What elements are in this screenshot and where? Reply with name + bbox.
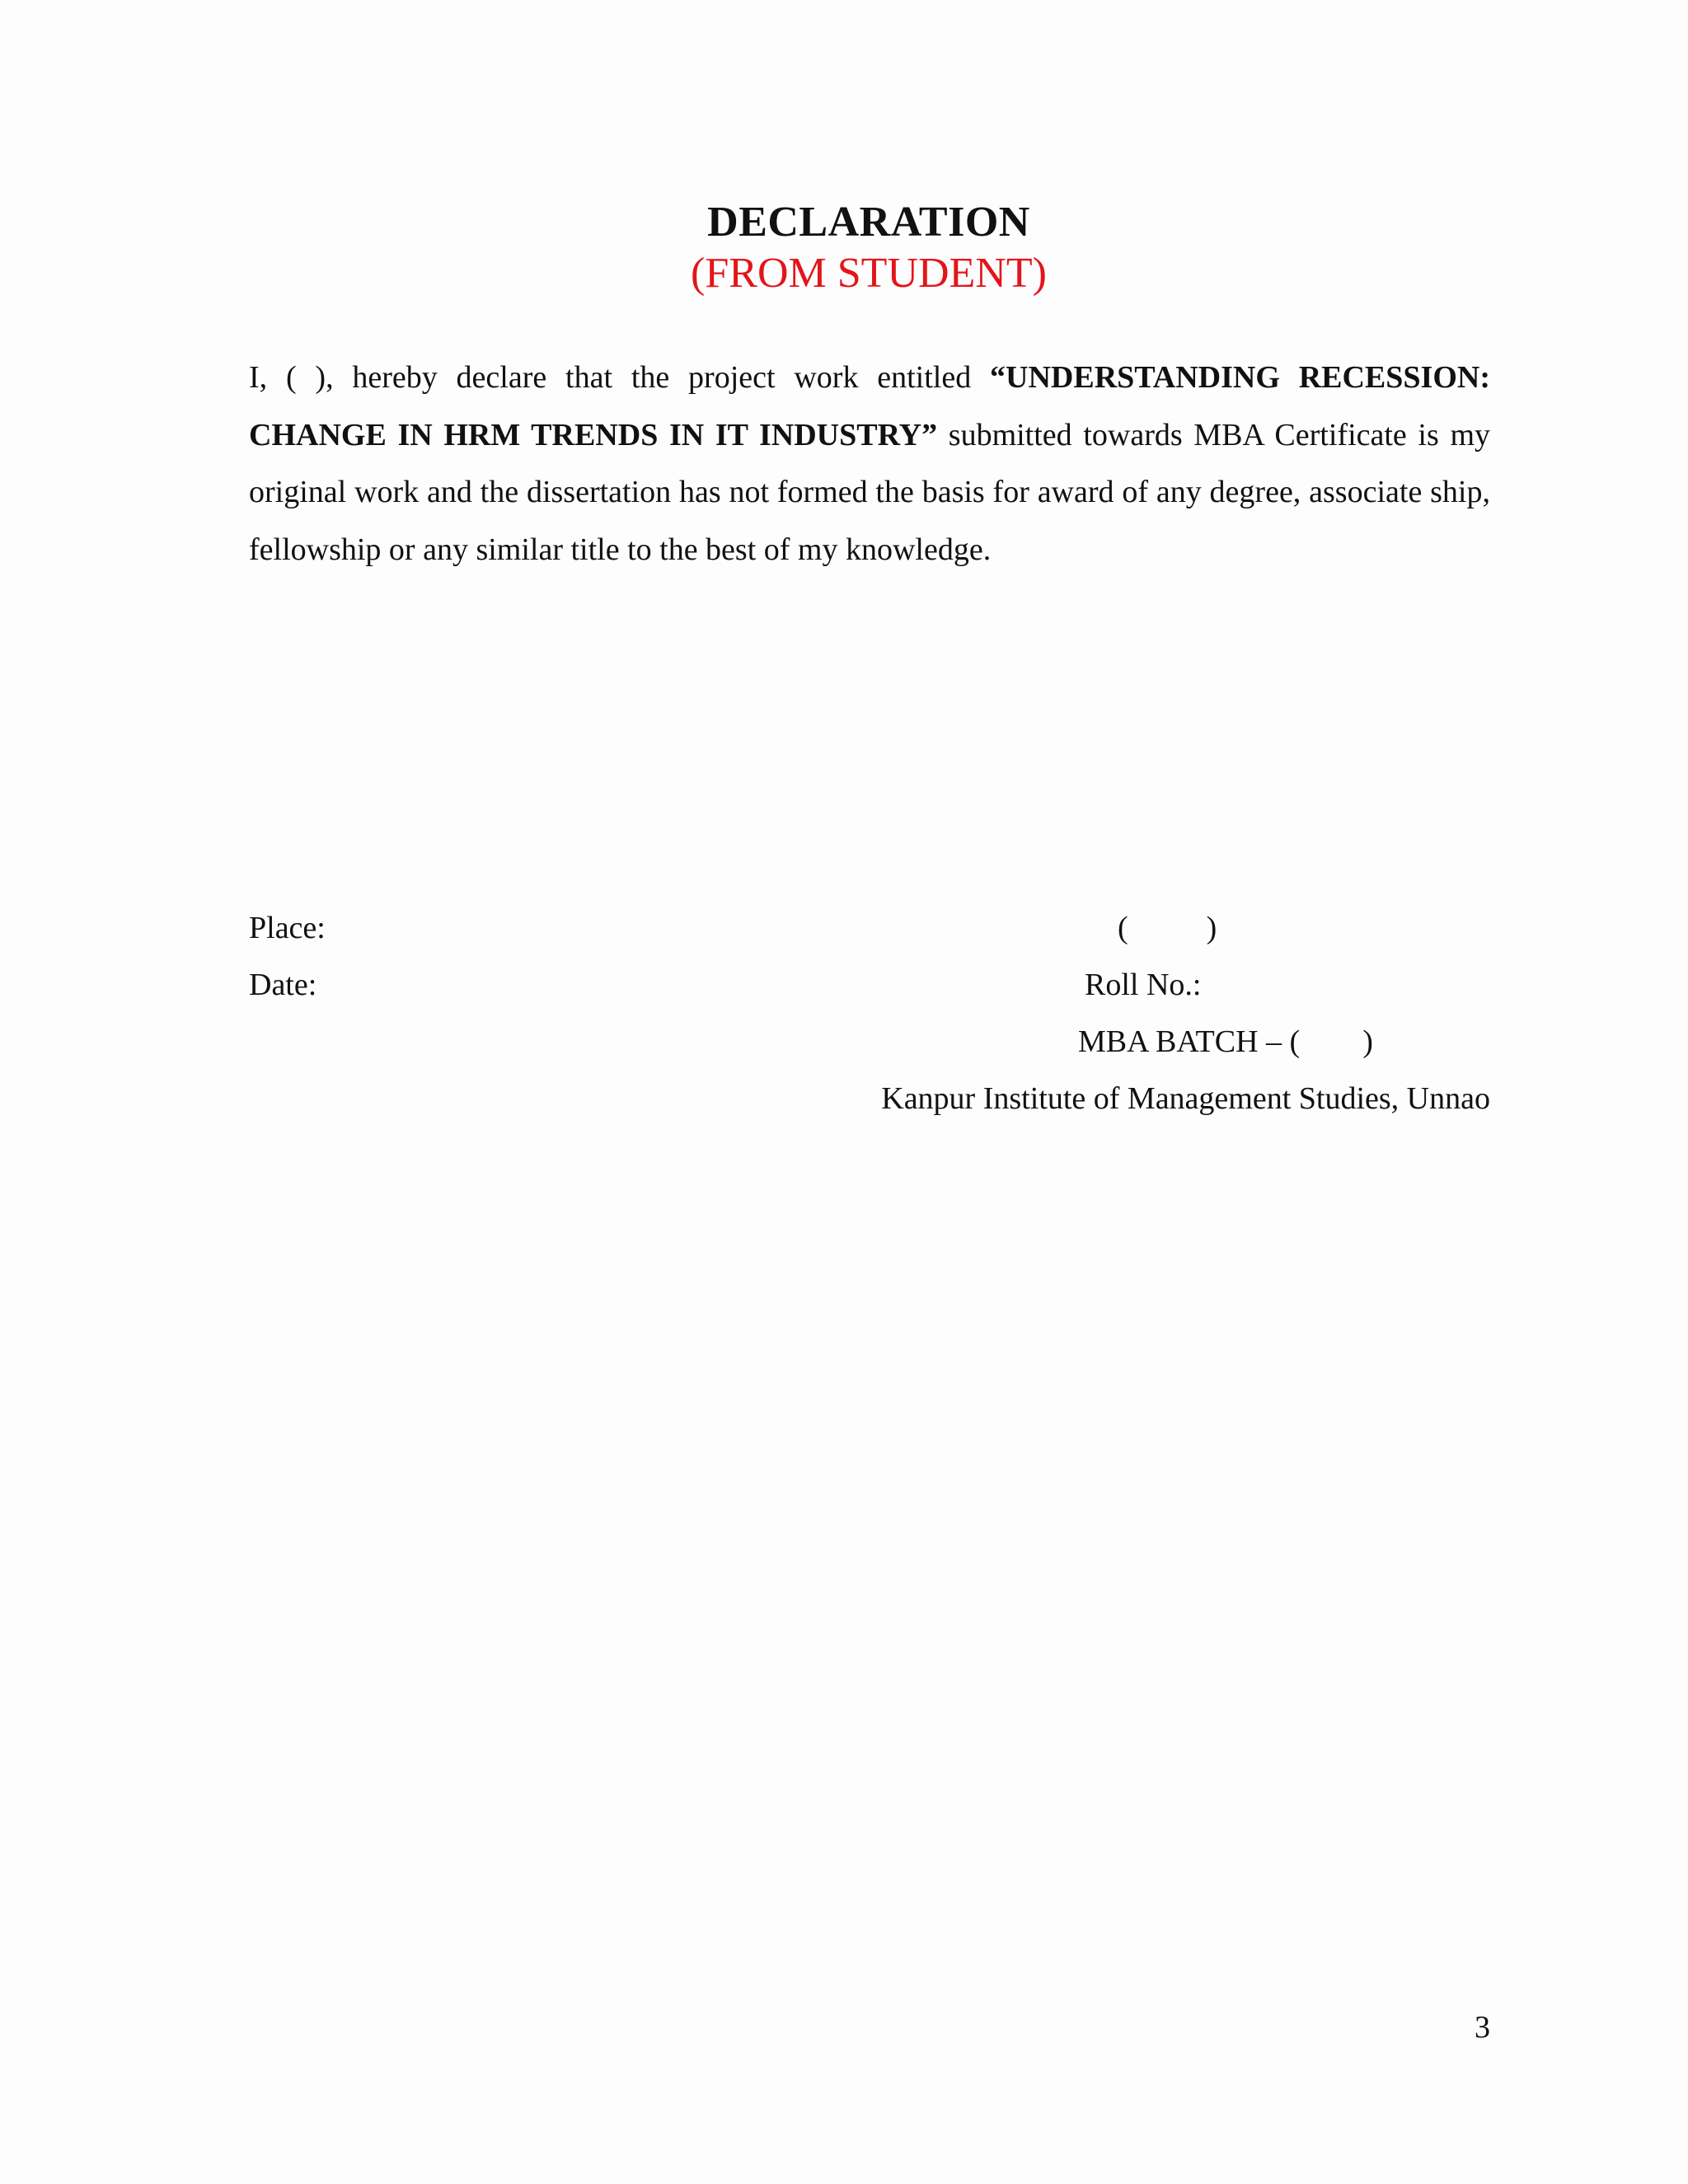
project-title: “UNDERSTANDING RECESSION: CHANGE IN HRM TRENDS IN IT INDUSTRY” [249,360,1490,452]
roll-no-label: Roll No.: [1085,968,1202,1002]
declaration-rest: submitted towards MBA Certificate is my original work and the dissertation has not formed the basis for award of any degree, associate ship, fellowship or any similar title to the best of my knowledge. [249,417,1490,567]
mba-batch-label: MBA BATCH – ( ) [1078,1024,1373,1059]
date-label: Date: [249,968,317,1002]
page-subtitle: (FROM STUDENT) [691,250,1047,297]
page-number: 3 [1475,2010,1490,2045]
declaration-paragraph [249,349,1490,579]
student-name-placeholder: ( ) [1118,911,1217,945]
declaration-intro: I, ( ), hereby declare that the project work entitled [249,360,991,395]
place-label: Place: [249,911,326,945]
institute-name: Kanpur Institute of Management Studies, Unnao [881,1081,1490,1116]
page-title: DECLARATION [707,199,1030,246]
